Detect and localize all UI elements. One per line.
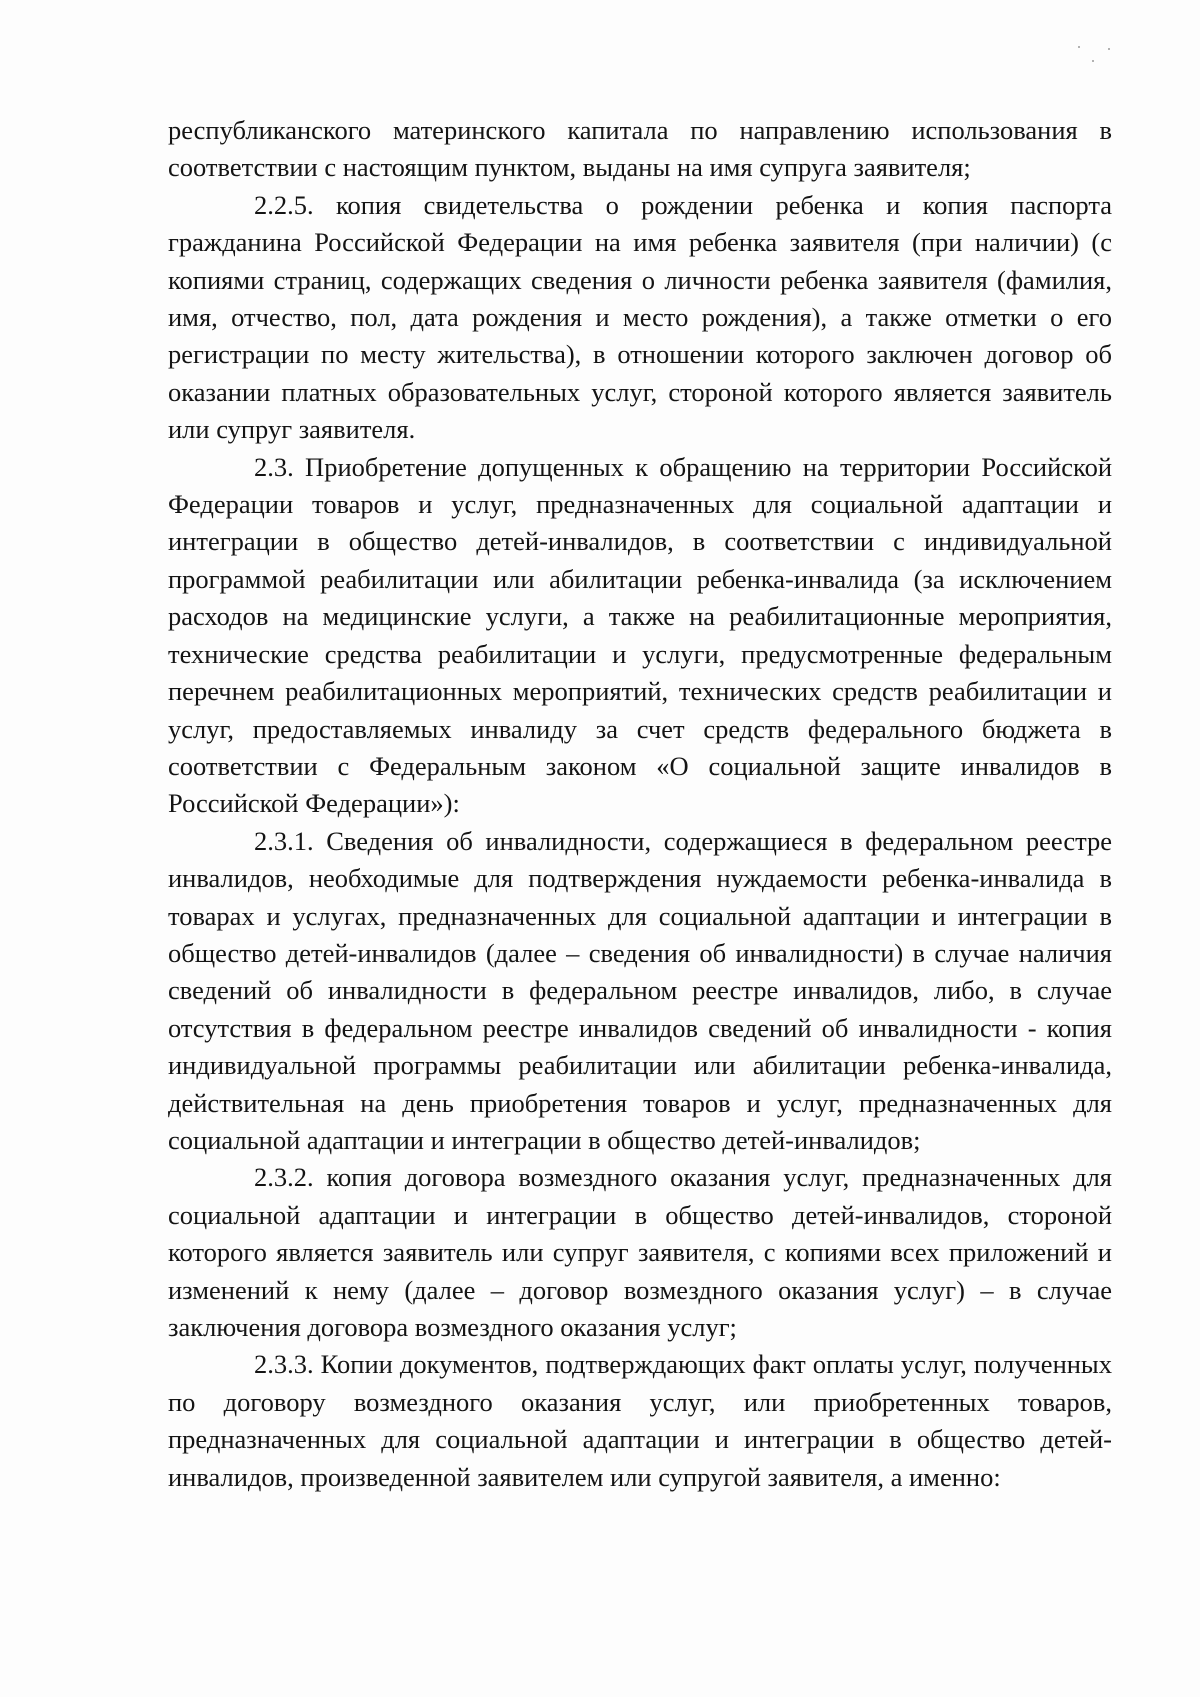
- paragraph-2-3-3: 2.3.3. Копии документов, подтверждающих факт оплаты услуг, полученных по договору возмездного оказания услуг, или приобретенных товаров, предназначенных для социальной адаптации и интеграции в общество детей-инвалидов, произведенной заявителем или супругой заявителя, а именно:: [168, 1349, 1112, 1492]
- document-body: [168, 112, 1112, 1496]
- paragraph-1: республиканского материнского капитала по направлению использования в соответствии с настоящим пунктом, выданы на имя супруга заявителя;: [168, 115, 1112, 183]
- scan-speck: [1108, 48, 1110, 50]
- paragraph-2-3: 2.3. Приобретение допущенных к обращению на территории Российской Федерации товаров и услуг, предназначенных для социальной адаптации и интеграции в общество детей-инвалидов, в соответствии с индивидуальной программой реабилитации или абилитации ребенка-инвалида (за исключением расходов на медицинские услуги, а также на реабилитационные мероприятия, технические средства реабилитации и услуги, предусмотренные федеральным перечнем реабилитационных мероприятий, технических средств реабилитации и услуг, предоставляемых инвалиду за счет средств федерального бюджета в соответствии с Федеральным законом «О социальной защите инвалидов в Российской Федерации»):: [168, 451, 1112, 819]
- paragraph-2-3-2: 2.3.2. копия договора возмездного оказания услуг, предназначенных для социальной адаптации и интеграции в общество детей-инвалидов, стороной которого является заявитель или супруг заявителя, с копиями всех приложений и изменений к нему (далее – договор возмездного оказания услуг) – в случае заключения договора возмездного оказания услуг;: [168, 1162, 1112, 1342]
- paragraph-2-2-5: 2.2.5. копия свидетельства о рождении ребенка и копия паспорта гражданина Российской Федерации на имя ребенка заявителя (при наличии) (с копиями страниц, содержащих сведения о личности ребенка заявителя (фамилия, имя, отчество, пол, дата рождения и место рождения), а также отметки о его регистрации по месту жительства), в отношении которого заключен договор об оказании платных образовательных услуг, стороной которого является заявитель или супруг заявителя.: [168, 189, 1112, 445]
- scan-speck: [1092, 60, 1094, 62]
- scan-speck: [1078, 46, 1080, 48]
- paragraph-2-3-1: 2.3.1. Сведения об инвалидности, содержащиеся в федеральном реестре инвалидов, необходимые для подтверждения нуждаемости ребенка-инвалида в товарах и услугах, предназначенных для социальной адаптации и интеграции в общество детей-инвалидов (далее – сведения об инвалидности) в случае наличия сведений об инвалидности в федеральном реестре инвалидов, либо, в случае отсутствия в федеральном реестре инвалидов сведений об инвалидности - копия индивидуальной программы реабилитации или абилитации ребенка-инвалида, действительная на день приобретения товаров и услуг, предназначенных для социальной адаптации и интеграции в общество детей-инвалидов;: [168, 825, 1112, 1155]
